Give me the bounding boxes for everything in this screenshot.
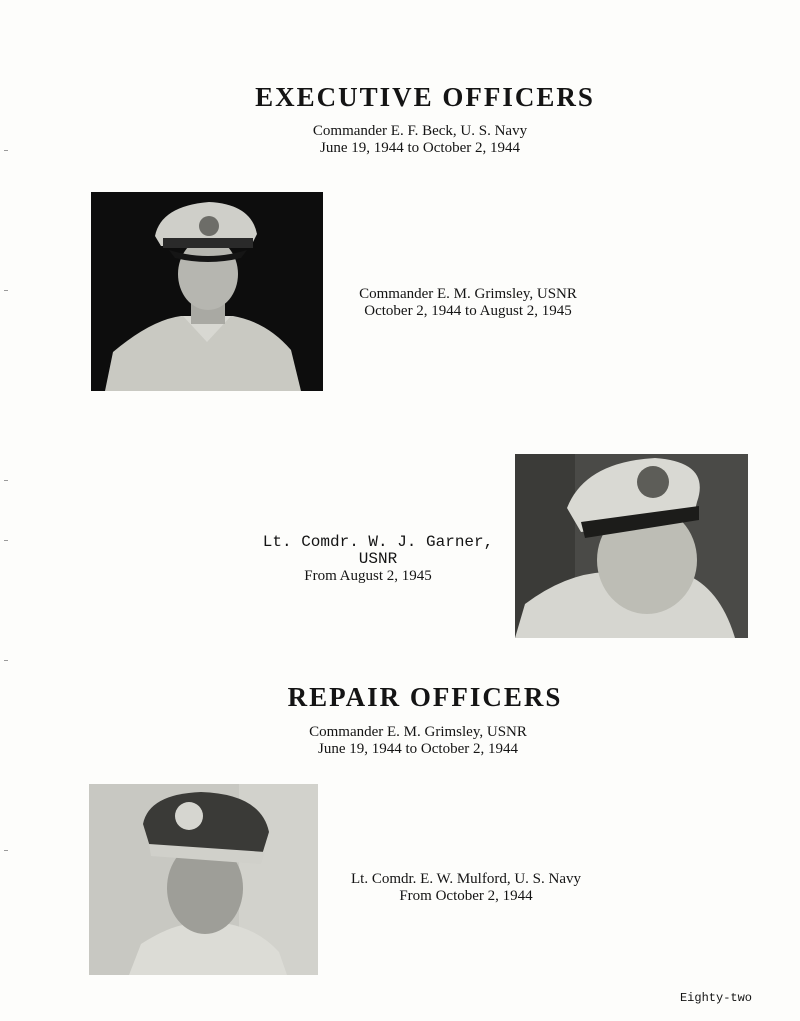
officer-dates: From August 2, 1945 [304,568,432,584]
officer-name: Commander E. M. Grimsley, USNR [359,286,577,302]
portrait-photo-grimsley [91,192,323,391]
officer-dates: June 19, 1944 to October 2, 1944 [320,140,520,156]
executive-officers-heading: EXECUTIVE OFFICERS [255,82,595,112]
margin-speck [4,850,8,851]
margin-speck [4,480,8,481]
margin-speck [4,660,8,661]
margin-speck [4,150,8,151]
portrait-photo-garner [515,454,748,638]
officer-name: Lt. Comdr. W. J. Garner, USNR [262,533,494,568]
repair-officers-heading: REPAIR OFFICERS [287,682,563,712]
officer-dates: From October 2, 1944 [399,888,533,904]
officer-name: Commander E. F. Beck, U. S. Navy [312,123,528,139]
officer-dates: June 19, 1944 to October 2, 1944 [318,741,518,757]
officer-caption-garner [248,534,508,585]
page-number: Eighty-two [679,991,752,1005]
portrait-photo-mulford [89,784,318,975]
officer-name: Lt. Comdr. E. W. Mulford, U. S. Navy [350,871,581,887]
officer-caption-grimsley [338,286,598,320]
officer-caption-beck [290,123,550,157]
margin-speck [4,290,8,291]
officer-name: Commander E. M. Grimsley, USNR [309,724,527,740]
officer-caption-grimsley-repair [288,724,548,758]
officer-caption-mulford [336,871,596,905]
margin-speck [4,540,8,541]
officer-dates: October 2, 1944 to August 2, 1945 [364,303,572,319]
